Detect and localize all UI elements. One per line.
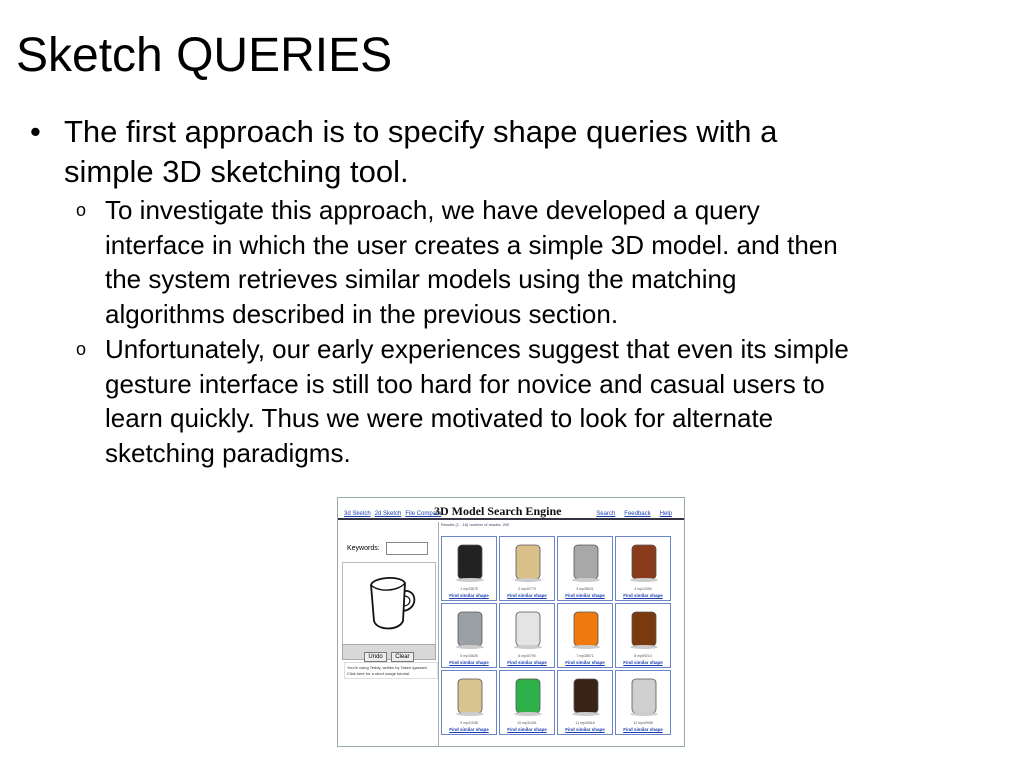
results-panel bbox=[441, 522, 680, 744]
undo-button[interactable]: Undo bbox=[364, 652, 386, 662]
result-caption: 6 mp40790 bbox=[518, 654, 536, 658]
sub-bullet-line: To investigate this approach, we have developed a query bbox=[105, 195, 760, 225]
nightstand-model-icon bbox=[564, 673, 608, 717]
result-cell[interactable] bbox=[499, 603, 555, 668]
cylinder-model-icon bbox=[622, 673, 666, 717]
pumpkin-model-icon bbox=[564, 606, 608, 650]
result-caption: 4 mp12054 bbox=[634, 587, 652, 591]
bullet-text-line: simple 3D sketching tool. bbox=[64, 154, 409, 189]
toaster-model-icon bbox=[564, 539, 608, 583]
find-similar-link[interactable]: Find similar shape bbox=[623, 593, 663, 598]
find-similar-link[interactable]: Find similar shape bbox=[449, 593, 489, 598]
green-bottle-model-icon bbox=[506, 673, 550, 717]
result-caption: 3 mp38021 bbox=[576, 587, 594, 591]
find-similar-link[interactable]: Find similar shape bbox=[565, 727, 605, 732]
pudding-model-icon bbox=[622, 606, 666, 650]
find-similar-link[interactable]: Find similar shape bbox=[623, 660, 663, 665]
screenshot-nav bbox=[587, 511, 672, 517]
result-caption: 8 mp59214 bbox=[634, 654, 652, 658]
mug-sketch-icon bbox=[343, 563, 435, 645]
find-similar-link[interactable]: Find similar shape bbox=[507, 593, 547, 598]
result-caption: 11 mp40816 bbox=[575, 721, 595, 725]
find-similar-link[interactable]: Find similar shape bbox=[449, 660, 489, 665]
sub-bullet-marker: o bbox=[76, 339, 87, 359]
sub-bullet-marker: o bbox=[76, 200, 87, 220]
sub-bullet-line: the system retrieves similar models using the matching bbox=[105, 264, 737, 294]
sketch-mode-links bbox=[344, 511, 445, 517]
beige-mug-model-icon bbox=[506, 539, 550, 583]
nav-feedback-link[interactable]: Feedback bbox=[624, 511, 651, 517]
dresser-model-icon bbox=[622, 539, 666, 583]
find-similar-link[interactable]: Find similar shape bbox=[507, 660, 547, 665]
result-cell[interactable] bbox=[441, 603, 497, 668]
result-cell[interactable] bbox=[615, 536, 671, 601]
bullet-list bbox=[30, 112, 1000, 470]
bullet-text-line: The first approach is to specify shape queries with a bbox=[64, 114, 778, 149]
result-cell[interactable] bbox=[499, 670, 555, 735]
bullet-item bbox=[30, 112, 1000, 192]
find-similar-link[interactable]: Find similar shape bbox=[565, 593, 605, 598]
link-2d-sketch[interactable]: 2d Sketch bbox=[374, 511, 402, 517]
sub-bullet-line: learn quickly. Thus we were motivated to look for alternate bbox=[105, 403, 774, 433]
result-cell[interactable] bbox=[441, 670, 497, 735]
kettle-model-icon bbox=[448, 606, 492, 650]
nav-help-link[interactable]: Help bbox=[659, 511, 672, 517]
result-caption: 9 mp31938 bbox=[460, 721, 478, 725]
find-similar-link[interactable]: Find similar shape bbox=[623, 727, 663, 732]
result-cell[interactable] bbox=[615, 603, 671, 668]
find-similar-link[interactable]: Find similar shape bbox=[565, 660, 605, 665]
sketch-canvas[interactable] bbox=[342, 562, 436, 646]
keywords-input[interactable] bbox=[386, 542, 428, 555]
find-similar-link[interactable]: Find similar shape bbox=[449, 727, 489, 732]
sketch-buttons bbox=[342, 644, 436, 660]
result-caption: 2 mp40779 bbox=[518, 587, 536, 591]
nav-search-link[interactable]: Search bbox=[596, 511, 616, 517]
result-caption: 7 mp38571 bbox=[576, 654, 594, 658]
sketch-panel bbox=[338, 522, 439, 746]
result-cell[interactable] bbox=[557, 670, 613, 735]
keywords-label: Keywords: bbox=[347, 545, 380, 552]
screenshot-title: 3D Model Search Engine bbox=[434, 504, 562, 518]
link-3d-sketch[interactable]: 3d Sketch bbox=[344, 511, 371, 517]
result-cell[interactable] bbox=[557, 536, 613, 601]
result-caption: 12 mp40908 bbox=[633, 721, 653, 725]
slide-title: Sketch QUERIES bbox=[16, 29, 393, 82]
sub-bullet-line: sketching paradigms. bbox=[105, 437, 351, 468]
result-cell[interactable] bbox=[557, 603, 613, 668]
search-engine-screenshot bbox=[337, 497, 685, 747]
result-cell[interactable] bbox=[615, 670, 671, 735]
results-grid bbox=[441, 536, 671, 735]
result-caption: 5 mp15626 bbox=[460, 654, 478, 658]
white-mug-model-icon bbox=[506, 606, 550, 650]
sub-bullet-line: interface in which the user creates a simple 3D model. and then bbox=[105, 229, 838, 260]
result-caption: 10 mp31491 bbox=[517, 721, 537, 725]
screenshot-header bbox=[338, 498, 684, 520]
crate-model-icon bbox=[448, 673, 492, 717]
find-similar-link[interactable]: Find similar shape bbox=[507, 727, 547, 732]
sub-bullet-line: algorithms described in the previous section. bbox=[105, 298, 619, 329]
black-speaker-model-icon bbox=[448, 539, 492, 583]
link-file-compare[interactable]: File Compare bbox=[405, 511, 442, 517]
result-caption: 1 mp33675 bbox=[460, 587, 478, 591]
sub-bullet-line: Unfortunately, our early experiences suggest that even its simple bbox=[105, 334, 849, 364]
sub-bullet-item bbox=[30, 193, 1000, 331]
bullet-marker: • bbox=[30, 114, 41, 149]
result-cell[interactable] bbox=[499, 536, 555, 601]
results-header: Results (1 - 16) number of results: 200 bbox=[441, 522, 510, 527]
sub-bullet-line: gesture interface is still too hard for novice and casual users to bbox=[105, 368, 825, 399]
sub-bullet-item bbox=[30, 332, 1000, 470]
clear-button[interactable]: Clear bbox=[391, 652, 413, 662]
teddy-note: You're using Teddy, written by Takeo Igarashi. Click here for a short usage tutorial. bbox=[344, 662, 438, 679]
result-cell[interactable] bbox=[441, 536, 497, 601]
